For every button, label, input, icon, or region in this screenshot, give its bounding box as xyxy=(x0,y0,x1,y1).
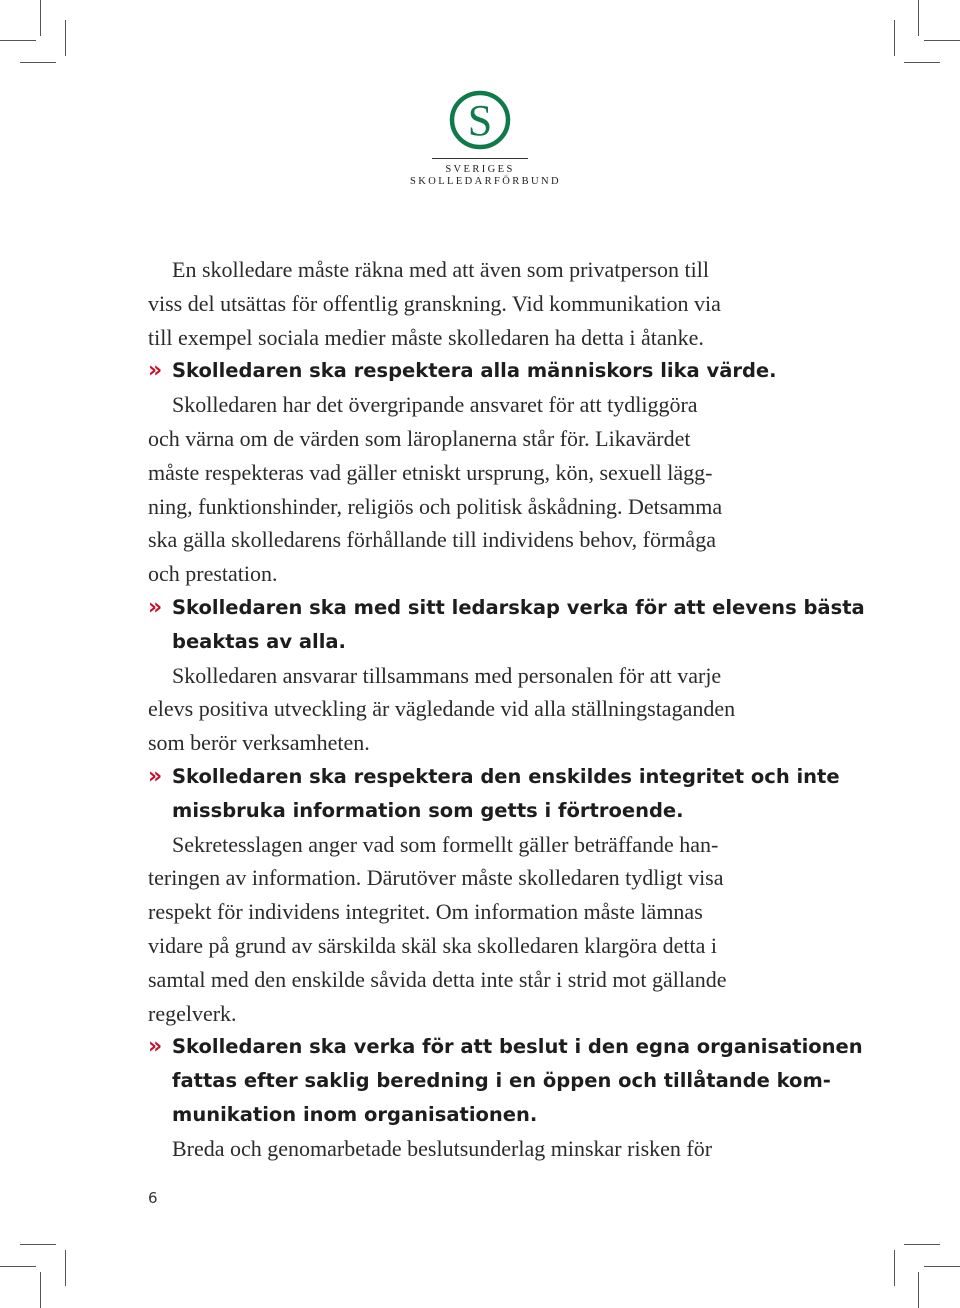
text-line: Skolledaren ska verka för att beslut i den egna organisationen xyxy=(172,1035,863,1059)
logo-divider xyxy=(432,158,528,159)
text-line: fattas efter saklig beredning i en öppen och tillåtande kom- xyxy=(172,1069,831,1093)
text-line: Skolledaren ska respektera den enskildes integritet och inte xyxy=(172,764,840,788)
crop-mark xyxy=(904,1244,940,1245)
text-line: Skolledaren ansvarar tillsammans med personalen för att varje xyxy=(172,662,722,688)
text-line: En skolledare måste räkna med att även som privatperson till xyxy=(172,257,710,282)
text-line: beaktas av alla. xyxy=(172,629,346,653)
paragraph xyxy=(148,659,828,760)
page-number: 6 xyxy=(148,1189,158,1207)
crop-mark xyxy=(924,40,960,41)
text-line: teringen av information. Därutöver måste skolledaren tydligt visa xyxy=(148,865,724,891)
bullet-heading xyxy=(148,591,865,659)
paragraph xyxy=(148,828,828,1031)
logo-emblem-icon xyxy=(448,88,512,152)
bullet-mark-icon: » xyxy=(148,1034,163,1060)
bullet-mark-icon: » xyxy=(148,358,163,384)
crop-mark xyxy=(0,1266,36,1267)
text-line: Breda och genomarbetade beslutsunderlag minskar risken för xyxy=(172,1135,713,1161)
logo-text-line2: SKOLLEDARFÖRBUND xyxy=(410,176,561,187)
paragraph xyxy=(148,388,828,591)
bullet-mark-icon: » xyxy=(148,594,163,620)
crop-mark xyxy=(20,62,56,63)
text-line: elevs positiva utveckling är vägledande vid alla ställningstaganden xyxy=(148,696,736,722)
text-line: som berör verksamheten. xyxy=(148,730,370,756)
text-line: samtal med den enskilde såvida detta inte står i strid mot gällande xyxy=(148,966,727,992)
text-line: till exempel sociala medier måste skolledaren ha detta i åtanke. xyxy=(148,324,704,350)
crop-mark xyxy=(918,0,919,36)
text-line: måste respekteras vad gäller etniskt ursprung, kön, sexuell lägg- xyxy=(148,459,713,485)
crop-mark xyxy=(924,1266,960,1267)
text-line: Skolledaren ska respektera alla människors lika värde. xyxy=(172,359,777,383)
text-line: viss del utsättas för offentlig granskning. Vid kommunikation via xyxy=(148,290,721,316)
crop-mark xyxy=(65,1250,66,1286)
text-line: vidare på grund av särskilda skäl ska skolledaren klargöra detta i xyxy=(148,932,717,958)
text-line: missbruka information som getts i förtroende. xyxy=(172,798,684,822)
crop-mark xyxy=(894,1250,895,1286)
crop-mark xyxy=(20,1244,56,1245)
bullet-heading xyxy=(148,354,828,388)
text-line: ska gälla skolledarens förhållande till individens behov, förmåga xyxy=(148,527,716,553)
text-line: munikation inom organisationen. xyxy=(172,1102,538,1126)
text-line: och värna om de värden som läroplanerna står för. Likavärdet xyxy=(148,425,691,451)
bullet-heading xyxy=(148,760,840,828)
text-line: Sekretesslagen anger vad som formellt gäller beträffande han- xyxy=(172,831,719,857)
paragraph xyxy=(148,253,828,354)
crop-mark xyxy=(894,20,895,56)
crop-mark xyxy=(40,1272,41,1308)
crop-mark xyxy=(918,1272,919,1308)
logo-letter: S xyxy=(467,96,493,145)
paragraph xyxy=(148,1132,828,1166)
logo-text-line1: SVERIGES xyxy=(445,164,515,175)
text-line: regelverk. xyxy=(148,1000,237,1026)
crop-mark xyxy=(0,40,36,41)
text-line: Skolledaren har det övergripande ansvaret för att tydliggöra xyxy=(172,392,698,418)
crop-mark xyxy=(40,0,41,36)
text-line: ning, funktionshinder, religiös och politisk åskådning. Detsamma xyxy=(148,493,723,519)
document-body xyxy=(148,253,865,1166)
text-line: och prestation. xyxy=(148,561,278,587)
text-line: Skolledaren ska med sitt ledarskap verka för att elevens bästa xyxy=(172,595,865,619)
organization-logo xyxy=(410,88,561,188)
crop-mark xyxy=(904,62,940,63)
crop-mark xyxy=(65,20,66,56)
bullet-mark-icon: » xyxy=(148,763,163,789)
bullet-heading xyxy=(148,1030,863,1131)
text-line: respekt för individens integritet. Om information måste lämnas xyxy=(148,899,703,925)
